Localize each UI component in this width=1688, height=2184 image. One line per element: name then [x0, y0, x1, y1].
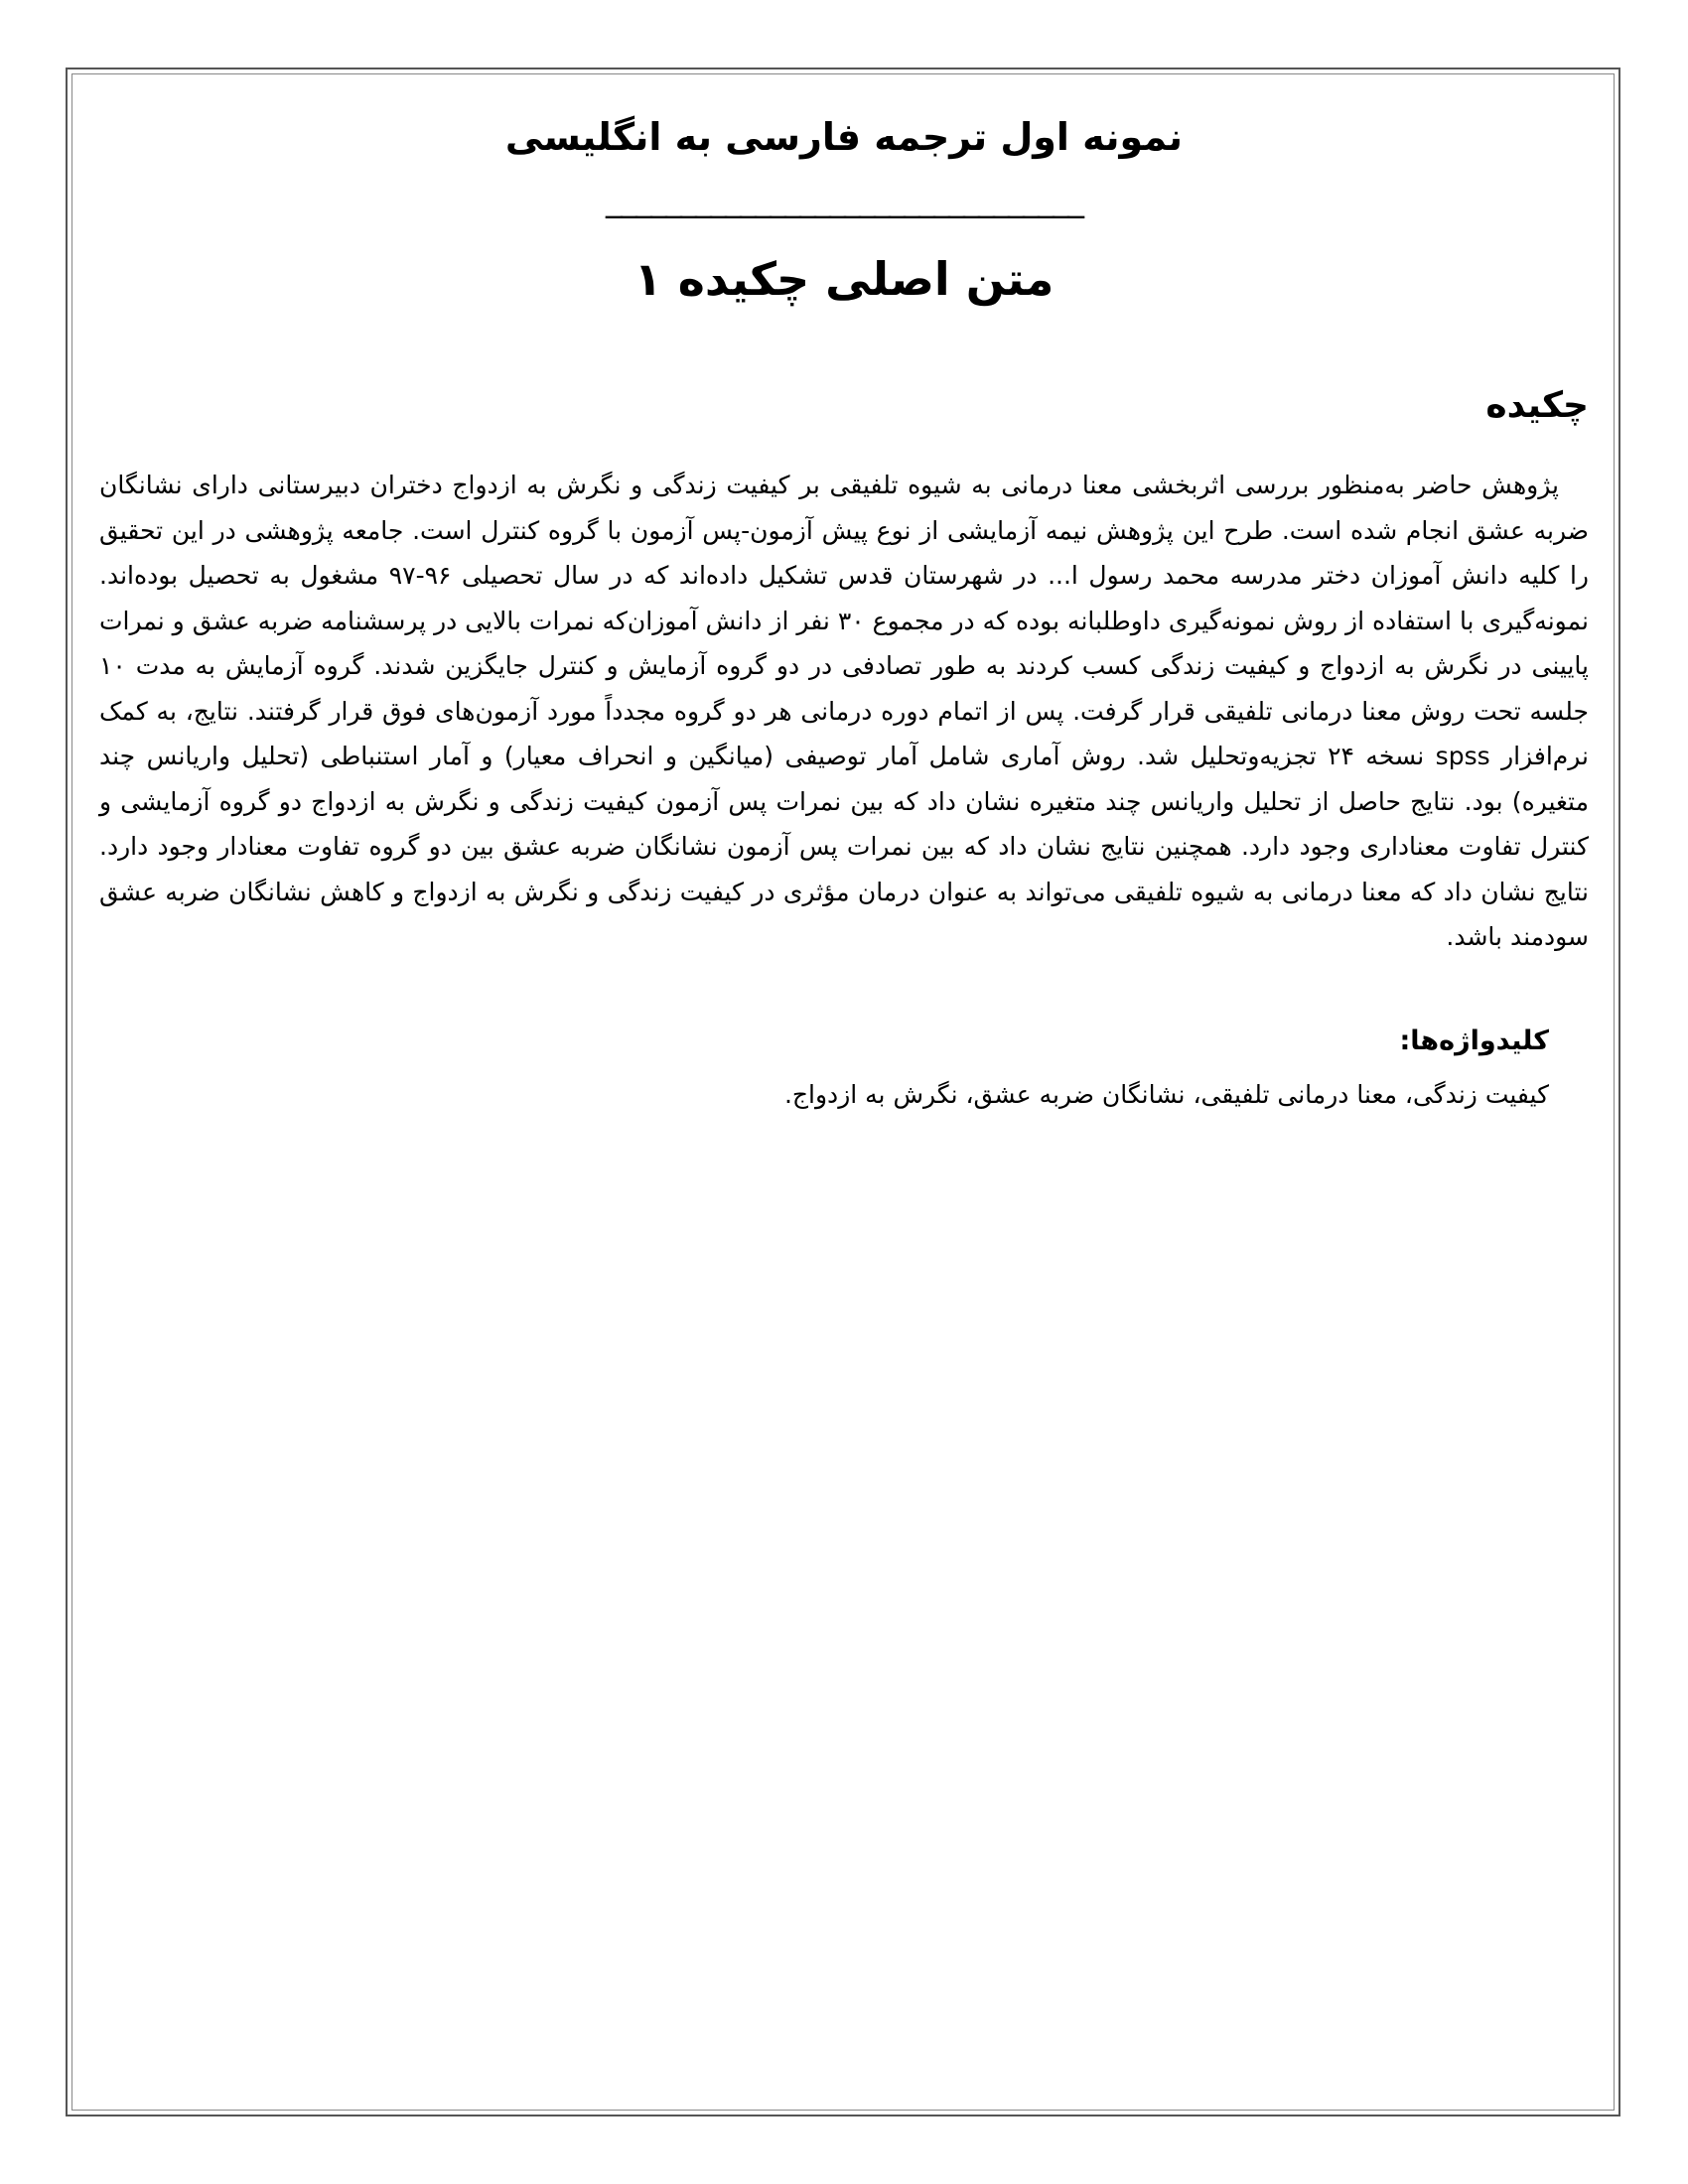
document-title: نمونه اول ترجمه فارسی به انگلیسی — [504, 115, 1184, 159]
title-separator-line: ________________________________ — [606, 183, 1082, 219]
document-content — [99, 109, 1589, 1117]
keywords-list: کیفیت زندگی، معنا درمانی تلفیقی، نشانگان ضربه عشق، نگرش به ازدواج. — [783, 1079, 1549, 1109]
abstract-section-heading: چکیده — [1485, 385, 1589, 426]
abstract-main-title: متن اصلی چکیده ۱ — [633, 252, 1055, 306]
keywords-heading: کلیدواژه‌ها: — [1399, 1024, 1549, 1056]
abstract-paragraph: پژوهش حاضر به‌منظور بررسی اثربخشی معنا درمانی به شیوه تلفیقی بر کیفیت زندگی و نگرش به ازدواج دختران دبیرستانی دارای نشانگان ضربه عشق انجام شده است. طرح این پژوهش نیمه آزمایشی از نوع پیش آزمون-پس آزمون با گروه کنترل است. جامعه پژوهشی در این تحقیق را کلیه دانش آموزان دختر مدرسه محمد رسول ا... در شهرستان قدس تشکیل داده‌اند که در سال تحصیلی ۹۶-۹۷ مشغول به تحصیل بوده‌اند. نمونه‌گیری با استفاده از روش نمونه‌گیری داوطلبانه بوده که در مجموع ۳۰ نفر از دانش آموزان‌که نمرات بالایی در پرسشنامه ضربه عشق و نمرات پایینی در نگرش به ازدواج و کیفیت زندگی کسب کردند به طور تصادفی در دو گروه آزمایش و کنترل جایگزین شدند. گروه آزمایش به مدت ۱۰ جلسه تحت روش معنا درمانی تلفیقی قرار گرفت. پس از اتمام دوره درمانی هر دو گروه مجدداً مورد آزمون‌های فوق قرار گرفتند. نتایج، به کمک نرم‌افزار spss نسخه ۲۴ تجزیه‌وتحلیل شد. روش آماری شامل آمار توصیفی (میانگین و انحراف معیار) و آمار استنباطی (تحلیل واریانس چند متغیره) بود. نتایج حاصل از تحلیل واریانس چند متغیره نشان داد که بین نمرات پس آزمون کیفیت زندگی و نگرش به ازدواج دو گروه آزمایشی و کنترل تفاوت معناداری وجود دارد. همچنین نتایج نشان داد که بین نمرات پس آزمون نشانگان ضربه عشق بین دو گروه تفاوت معنادار وجود دارد. نتایج نشان داد که معنا درمانی به شیوه تلفیقی می‌تواند به عنوان درمان مؤثری در کیفیت زندگی و نگرش به ازدواج و کاهش نشانگان ضربه عشق سودمند باشد. — [99, 471, 1590, 951]
